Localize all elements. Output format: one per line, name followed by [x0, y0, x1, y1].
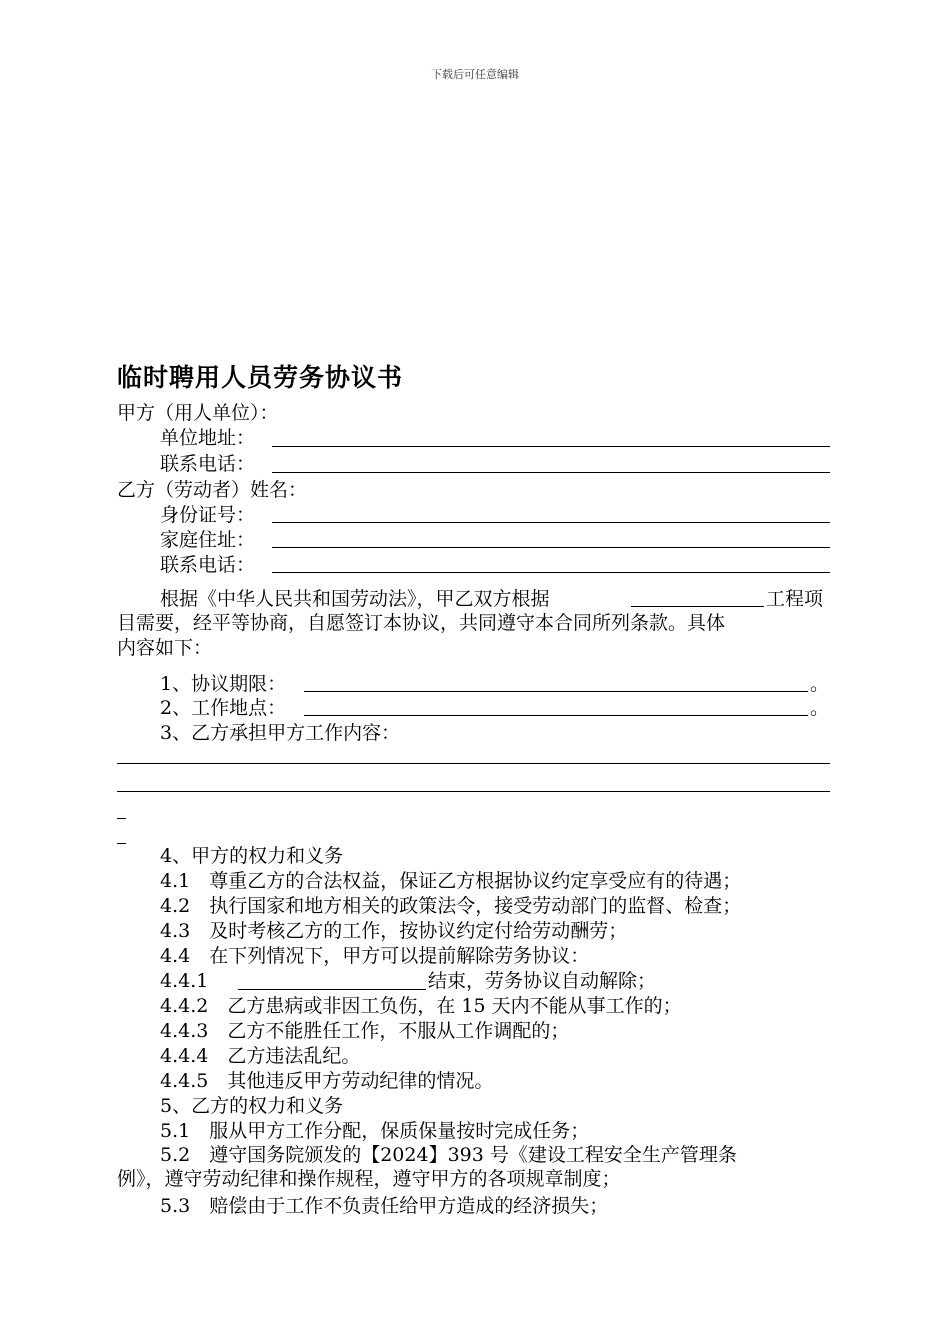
clause-4-4-2: 4.4.2 乙方患病或非因工负伤，在 15 天内不能从事工作的； — [160, 995, 682, 1017]
clause-4-4-4: 4.4.4 乙方违法乱纪。 — [160, 1045, 361, 1067]
clause-2-end: 。 — [810, 697, 830, 719]
clause-5-heading: 5、乙方的权力和义务 — [160, 1095, 344, 1117]
clause-4-4-3: 4.4.3 乙方不能胜任工作，不服从工作调配的； — [160, 1020, 570, 1042]
clause-3-label: 3、乙方承担甲方工作内容： — [160, 722, 401, 744]
clause-1-label: 1、协议期限： — [160, 673, 287, 695]
document-title: 临时聘用人员劳务协议书 — [117, 363, 404, 392]
preamble-line2: 目需要，经平等协商，自愿签订本协议，共同遵守本合同所列条款。具体 — [117, 612, 726, 634]
work-content-line-2[interactable] — [117, 791, 830, 792]
clause-4-4-1-text: 结束，劳务协议自动解除； — [428, 970, 657, 992]
clause-5-3: 5.3 赔偿由于工作不负责任给甲方造成的经济损失； — [160, 1195, 609, 1217]
preamble-line1-end: 工程项 — [766, 588, 824, 610]
clause-2-label: 2、工作地点： — [160, 697, 287, 719]
party-b-id-field[interactable] — [272, 522, 830, 523]
party-a-address-label: 单位地址： — [160, 427, 256, 449]
party-b-phone-label: 联系电话： — [160, 554, 256, 576]
preamble-line1-start: 根据《中华人民共和国劳动法》，甲乙双方根据 — [160, 588, 550, 610]
party-b-home-field[interactable] — [272, 547, 830, 548]
work-location-field[interactable] — [304, 715, 808, 716]
party-b-home-label: 家庭住址： — [160, 529, 256, 551]
party-b-heading: 乙方（劳动者）姓名： — [117, 479, 308, 501]
clause-1-end: 。 — [810, 673, 830, 695]
party-a-heading: 甲方（用人单位）： — [117, 402, 279, 424]
clause-4-3: 4.3 及时考核乙方的工作，按协议约定付给劳动酬劳； — [160, 920, 628, 942]
clause-4-heading: 4、甲方的权力和义务 — [160, 845, 344, 867]
party-b-id-label: 身份证号： — [160, 504, 256, 526]
party-b-phone-field[interactable] — [272, 572, 830, 573]
work-content-dash-2 — [117, 843, 126, 844]
party-a-address-field[interactable] — [272, 446, 830, 447]
termination-condition-field[interactable] — [238, 989, 426, 990]
clause-4-4: 4.4 在下列情况下，甲方可以提前解除劳务协议： — [160, 945, 590, 967]
work-content-dash-1 — [117, 818, 126, 819]
clause-4-4-5: 4.4.5 其他违反甲方劳动纪律的情况。 — [160, 1070, 494, 1092]
party-a-phone-field[interactable] — [272, 472, 830, 473]
clause-5-2-line1: 5.2 遵守国务院颁发的【2024】393 号《建设工程安全生产管理条 — [160, 1144, 737, 1166]
header-note: 下载后可任意编辑 — [431, 68, 519, 81]
party-a-phone-label: 联系电话： — [160, 453, 256, 475]
work-content-line-1[interactable] — [117, 763, 830, 764]
clause-4-4-1-number: 4.4.1 — [160, 970, 209, 992]
clause-5-2-line2: 例》，遵守劳动纪律和操作规程，遵守甲方的各项规章制度； — [117, 1168, 621, 1190]
clause-5-1: 5.1 服从甲方工作分配，保质保量按时完成任务； — [160, 1120, 590, 1142]
preamble-line3: 内容如下： — [117, 637, 213, 659]
clause-4-2: 4.2 执行国家和地方相关的政策法令，接受劳动部门的监督、检查； — [160, 895, 742, 917]
term-field[interactable] — [304, 691, 808, 692]
clause-4-1: 4.1 尊重乙方的合法权益，保证乙方根据协议约定享受应有的待遇； — [160, 870, 742, 892]
project-name-field[interactable] — [631, 606, 764, 607]
